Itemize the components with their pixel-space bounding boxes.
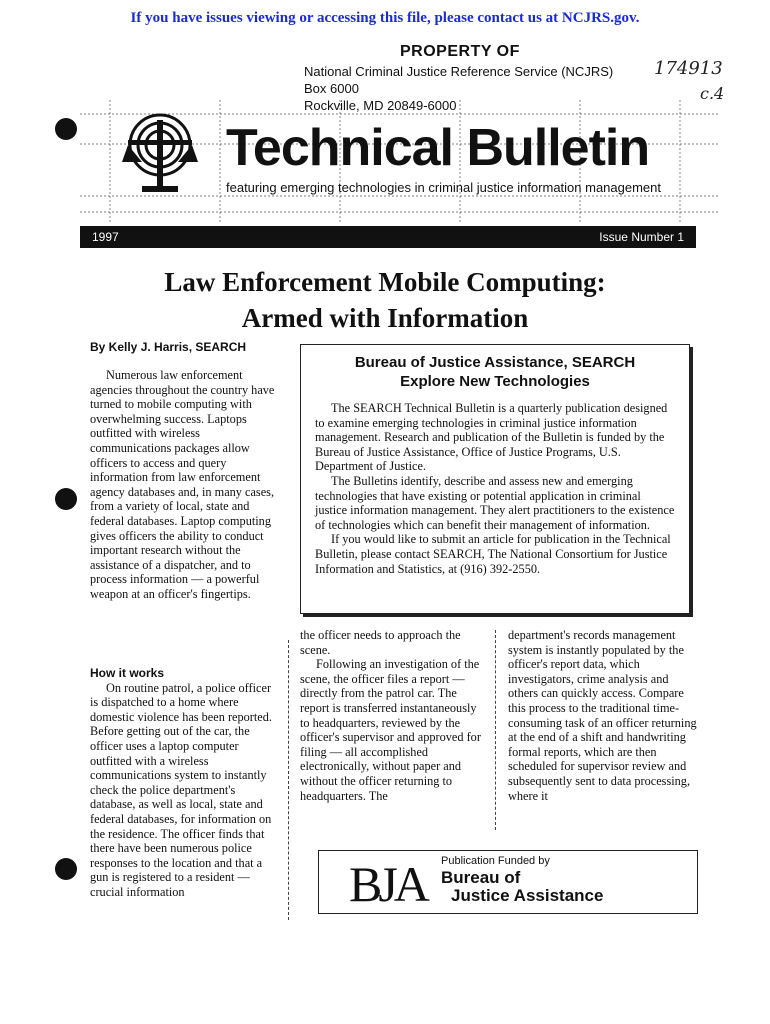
handwritten-accession-number: 174913 — [654, 58, 723, 79]
article-intro-column — [90, 368, 278, 602]
article-column-2 — [300, 628, 484, 803]
punch-hole — [55, 118, 77, 140]
stamp-line: Box 6000 — [304, 81, 359, 96]
stamp-line: Rockville, MD 20849-6000 — [304, 98, 457, 113]
scales-of-justice-icon — [120, 100, 200, 200]
funding-label: Publication Funded by — [441, 855, 550, 867]
body-paragraph: On routine patrol, a police officer is dispatched to a home where domestic violence has been reported. Before getting out of the car, the officer uses a laptop computer outfitted with a wireless communications system to instantly check the police department's database, as well as local, state and federal databases, for information on the residence. The officer finds that there have been numerous police responses to the location and that a gun is registered to a resident — crucial information — [90, 680, 272, 899]
intro-paragraph: Numerous law enforcement agencies throughout the country have turned to mobile computing with overwhelming success. Laptops outfitted with wireless communications packages allow officers to access and query information from law enforcement agency databases and, in many cases, from a variety of local, state and federal databases. Laptop computing gives officers the ability to conduct important research without the assistance of a dispatcher, and to process information — a powerful weapon at an officer's fingertips. — [90, 368, 275, 601]
sidebar-title-line: Bureau of Justice Assistance, SEARCH — [354, 354, 636, 371]
sidebar-title — [315, 353, 675, 391]
sidebar-paragraph: The Bulletins identify, describe and assess new and emerging technologies that have existing or potential application in criminal justice information management. They alert practitioners to the existence of technologies which can benefit their management of information. — [315, 473, 675, 532]
article-byline: By Kelly J. Harris, SEARCH — [90, 340, 247, 354]
body-paragraph: department's records management system is instantly populated by the officer's report data, which investigators, crime analysis and others can quickly access. Compare this process to the traditional time-consuming task of an officer returning at the end of a shift and handwriting formal reports, which are then scheduled for supervisor review and subsequently sent to data processing, where it — [508, 628, 697, 803]
funding-organization — [441, 869, 603, 905]
bja-logo: BJA — [349, 856, 426, 912]
stamp-line: National Criminal Justice Reference Service (NCJRS) — [304, 64, 614, 79]
handwritten-copy-number: c.4 — [700, 84, 725, 103]
issue-year: 1997 — [92, 230, 119, 244]
issue-bar — [80, 226, 696, 248]
headline-line: Armed with Information — [241, 303, 529, 333]
punch-hole — [55, 488, 77, 510]
sidebar-paragraph: The SEARCH Technical Bulletin is a quarterly publication designed to examine emerging technologies in criminal justice information management. Research and publication of the Bulletin is funded by the Bureau of Justice Assistance, Office of Justice Programs, U.S. Department of Justice. — [315, 401, 668, 474]
masthead — [80, 100, 720, 224]
publication-tagline: featuring emerging technologies in criminal justice information management — [226, 180, 662, 195]
article-headline — [0, 264, 770, 336]
column-divider — [495, 630, 496, 830]
issue-number: Issue Number 1 — [599, 230, 684, 244]
body-paragraph: Following an investigation of the scene, the officer files a report — directly from the patrol car. The report is transferred instantaneously to headquarters, reviewed by the officer's supervisor and approved for filing — all accomplished electronically, without paper and without the officer returning to headquarters. The — [300, 657, 481, 803]
property-stamp-heading: PROPERTY OF — [400, 43, 520, 60]
funding-credit-box — [318, 850, 698, 914]
org-line: Justice Assistance — [451, 886, 604, 905]
sidebar-box — [300, 344, 690, 614]
article-column-3 — [508, 628, 698, 803]
body-paragraph: the officer needs to approach the scene. — [300, 628, 461, 657]
article-column-1 — [90, 656, 278, 900]
punch-hole — [55, 858, 77, 880]
org-line: Bureau of — [441, 868, 521, 887]
publication-title: Technical Bulletin — [226, 119, 650, 177]
column-divider — [288, 640, 289, 920]
sidebar-title-line: Explore New Technologies — [400, 373, 590, 390]
access-notice[interactable]: If you have issues viewing or accessing this file, please contact us at NCJRS.gov. — [130, 10, 640, 26]
section-heading: How it works — [90, 666, 165, 680]
sidebar-paragraph: If you would like to submit an article for publication in the Technical Bulletin, please contact SEARCH, The National Consortium for Justice Information and Statistics, at (916) 392-2550. — [315, 532, 671, 576]
headline-line: Law Enforcement Mobile Computing: — [164, 267, 606, 297]
sidebar-body — [315, 401, 675, 576]
